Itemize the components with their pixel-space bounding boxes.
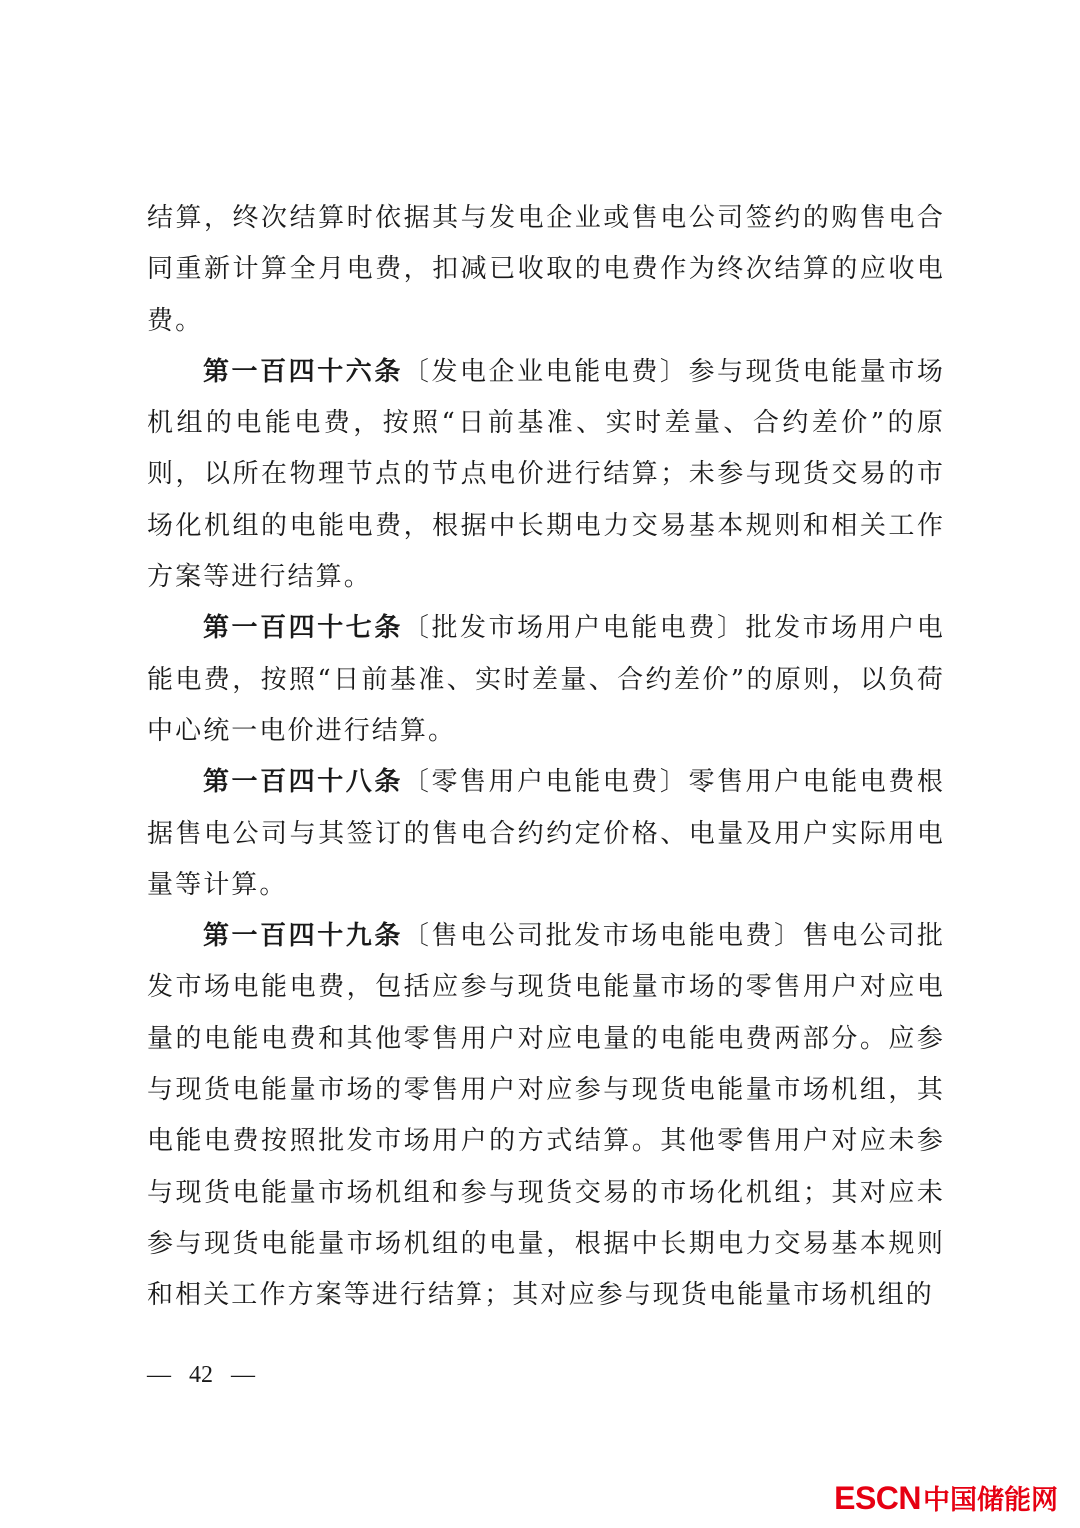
article-148 <box>147 757 945 911</box>
article-heading: 第一百四十八条 <box>203 767 403 798</box>
article-147 <box>147 603 945 757</box>
paragraph-text: 〔发电企业电能电费〕参与现货电能量市场机组的电能电费，按照“日前基准、实时差量、合约差价”的原则，以所在物理节点的节点电价进行结算；未参与现货交易的市场化机组的电能电费，根据中长期电力交易基本规则和相关工作方案等进行结算。 <box>147 356 945 593</box>
article-heading: 第一百四十九条 <box>203 921 403 952</box>
article-heading: 第一百四十七条 <box>203 613 403 644</box>
article-heading: 第一百四十六条 <box>203 356 403 387</box>
paragraph-text: 〔批发市场用户电能电费〕批发市场用户电能电费，按照“日前基准、实时差量、合约差价”的原则，以负荷中心统一电价进行结算。 <box>147 613 945 746</box>
article-149 <box>147 911 945 1321</box>
watermark-latin: ESCN <box>834 1480 921 1516</box>
paragraph-text: 〔零售用户电能电费〕零售用户电能电费根据售电公司与其签订的售电合约约定价格、电量及用户实际用电量等计算。 <box>147 767 945 900</box>
paragraph-text: 〔售电公司批发市场电能电费〕售电公司批发市场电能电费，包括应参与现货电能量市场的零售用户对应电量的电能电费和其他零售用户对应电量的电能电费两部分。应参与现货电能量市场的零售用户对应参与现货电能量市场机组，其电能电费按照批发市场用户的方式结算。其他零售用户对应未参与现货电能量市场机组和参与现货交易的市场化机组；其对应未参与现货电能量市场机组的电量，根据中长期电力交易基本规则和相关工作方案等进行结算；其对应参与现货电能量市场机组的 <box>147 921 945 1311</box>
page-number: — 42 — <box>147 1362 255 1388</box>
paragraph-continuation <box>147 193 945 347</box>
article-146 <box>147 347 945 603</box>
escn-watermark-logo <box>834 1478 1058 1517</box>
watermark-chinese: 中国储能网 <box>923 1485 1058 1515</box>
paragraph-text: 结算，终次结算时依据其与发电企业或售电公司签约的购售电合同重新计算全月电费，扣减已收取的电费作为终次结算的应收电费。 <box>147 203 945 336</box>
document-body <box>147 193 945 1322</box>
